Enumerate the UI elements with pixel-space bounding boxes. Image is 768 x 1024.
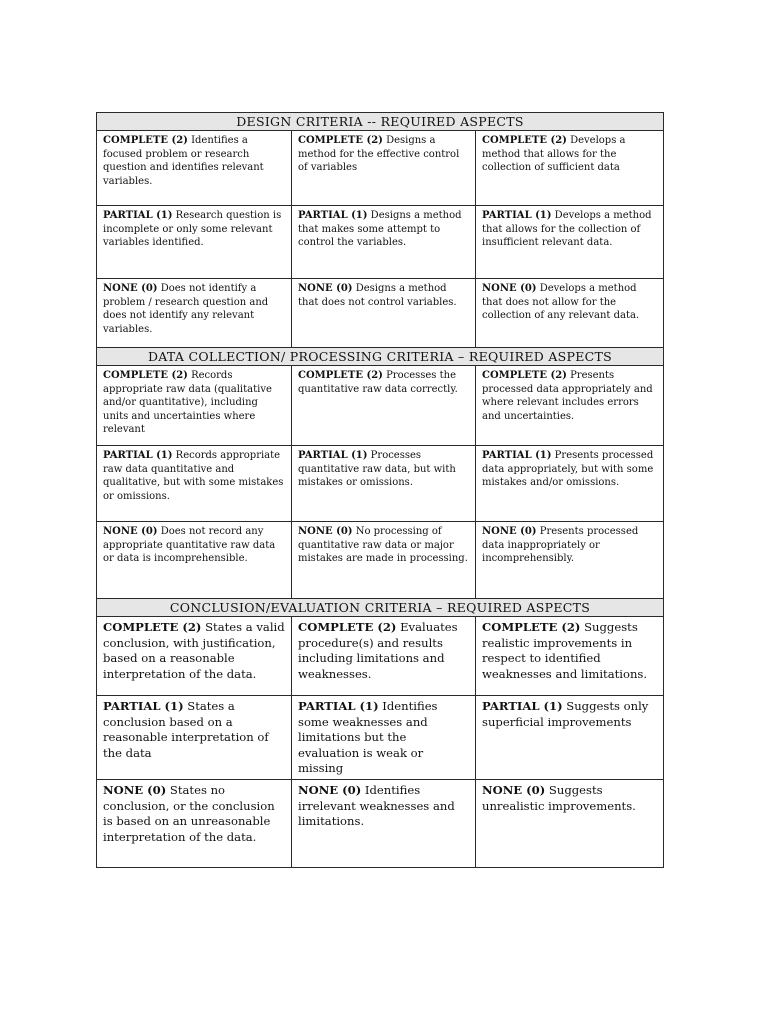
rubric-cell <box>97 366 292 446</box>
rubric-row <box>97 206 664 279</box>
section-title: CONCLUSION/EVALUATION CRITERIA – REQUIRED ASPECTS <box>97 599 664 617</box>
rubric-cell <box>292 779 476 867</box>
score-label: PARTIAL (1) <box>103 210 173 221</box>
criteria-text: Suggests realistic improvements in respect to identified weaknesses and limitations. <box>482 620 648 681</box>
criteria-text: States no conclusion, or the conclusion is based on an unreasonable interpretation of the data. <box>103 782 275 844</box>
criteria-text: Suggests only superficial improvements <box>482 699 649 729</box>
criteria-text: Evaluates procedure(s) and results including limitations and weaknesses. <box>298 620 458 681</box>
criteria-text: Presents processed data appropriately and where relevant includes errors and uncertainties. <box>482 370 653 422</box>
criteria-text: Develops a method that allows for the collection of sufficient data <box>482 135 626 174</box>
rubric-cell <box>476 131 664 206</box>
score-label: PARTIAL (1) <box>482 210 552 221</box>
criteria-text: Does not identify a problem / research question and does not identify any relevant variables. <box>103 283 269 335</box>
rubric-row <box>97 617 664 696</box>
criteria-text: Suggests unrealistic improvements. <box>482 782 636 813</box>
rubric-cell <box>476 279 664 348</box>
score-label: COMPLETE (2) <box>482 620 581 634</box>
score-label: NONE (0) <box>103 283 158 294</box>
rubric-cell <box>292 131 476 206</box>
criteria-text: Records appropriate raw data (qualitative and/or quantitative), including units and uncertainties where relevant <box>103 370 272 436</box>
score-label: NONE (0) <box>298 526 353 537</box>
conclusion-criteria-section <box>97 599 664 868</box>
criteria-text: Presents processed data appropriately, but with some mistakes and/or omissions. <box>482 450 654 489</box>
score-label: NONE (0) <box>482 782 546 797</box>
score-label: COMPLETE (2) <box>298 620 397 634</box>
rubric-cell <box>292 696 476 780</box>
criteria-text: Identifies a focused problem or research question and identifies relevant variables. <box>103 135 264 187</box>
rubric-cell <box>97 446 292 522</box>
rubric-cell <box>476 779 664 867</box>
score-label: PARTIAL (1) <box>482 450 552 461</box>
criteria-text: Develops a method that does not allow for the collection of any relevant data. <box>482 283 640 322</box>
criteria-text: Identifies some weaknesses and limitations but the evaluation is weak or missing <box>298 699 438 776</box>
rubric-row <box>97 366 664 446</box>
rubric-cell <box>97 617 292 696</box>
rubric-cell <box>476 617 664 696</box>
score-label: COMPLETE (2) <box>103 620 202 634</box>
rubric-row <box>97 279 664 348</box>
rubric-row <box>97 696 664 780</box>
rubric-row <box>97 779 664 867</box>
section-title: DATA COLLECTION/ PROCESSING CRITERIA – REQUIRED ASPECTS <box>97 348 664 366</box>
rubric-row <box>97 446 664 522</box>
score-label: NONE (0) <box>298 283 353 294</box>
score-label: PARTIAL (1) <box>298 699 379 713</box>
rubric-cell <box>292 366 476 446</box>
rubric-cell <box>292 279 476 348</box>
rubric-cell <box>476 366 664 446</box>
rubric-cell <box>97 206 292 279</box>
score-label: PARTIAL (1) <box>103 450 173 461</box>
rubric-cell <box>97 696 292 780</box>
criteria-text: Designs a method that does not control variables. <box>298 283 457 308</box>
score-label: PARTIAL (1) <box>298 210 368 221</box>
rubric-cell <box>97 131 292 206</box>
rubric-cell <box>97 522 292 599</box>
rubric-cell <box>476 696 664 780</box>
section-title: DESIGN CRITERIA -- REQUIRED ASPECTS <box>97 113 664 131</box>
rubric-cell <box>476 446 664 522</box>
score-label: COMPLETE (2) <box>298 135 383 146</box>
criteria-text: Processes quantitative raw data, but with mistakes or omissions. <box>298 450 456 489</box>
rubric-row <box>97 131 664 206</box>
score-label: NONE (0) <box>482 283 537 294</box>
criteria-text: Does not record any appropriate quantitative raw data or data is incomprehensible. <box>103 526 276 565</box>
data-collection-criteria-section <box>97 348 664 599</box>
rubric-cell <box>476 522 664 599</box>
score-label: COMPLETE (2) <box>298 370 383 381</box>
score-label: NONE (0) <box>103 782 167 797</box>
rubric-cell <box>97 279 292 348</box>
rubric-cell <box>292 206 476 279</box>
rubric-table <box>96 112 664 868</box>
score-label: COMPLETE (2) <box>482 135 567 146</box>
criteria-text: No processing of quantitative raw data or major mistakes are made in processing. <box>298 526 468 565</box>
score-label: COMPLETE (2) <box>103 370 188 381</box>
criteria-text: States a valid conclusion, with justification, based on a reasonable interpretation of the data. <box>103 620 285 681</box>
criteria-text: Identifies irrelevant weaknesses and limitations. <box>298 782 455 829</box>
criteria-text: Designs a method that makes some attempt to control the variables. <box>298 210 462 249</box>
criteria-text: Designs a method for the effective control of variables <box>298 135 460 174</box>
rubric-cell <box>292 617 476 696</box>
rubric-cell <box>292 522 476 599</box>
rubric-row <box>97 522 664 599</box>
score-label: NONE (0) <box>103 526 158 537</box>
score-label: NONE (0) <box>298 782 362 797</box>
criteria-text: Records appropriate raw data quantitative and qualitative, but with some mistakes or omissions. <box>103 450 284 502</box>
rubric-cell <box>292 446 476 522</box>
score-label: PARTIAL (1) <box>103 699 184 713</box>
score-label: NONE (0) <box>482 526 537 537</box>
criteria-text: Research question is incomplete or only some relevant variables identified. <box>103 210 282 249</box>
score-label: PARTIAL (1) <box>298 450 368 461</box>
rubric-cell <box>476 206 664 279</box>
score-label: COMPLETE (2) <box>482 370 567 381</box>
score-label: COMPLETE (2) <box>103 135 188 146</box>
score-label: PARTIAL (1) <box>482 699 563 713</box>
criteria-text: Presents processed data inappropriately or incomprehensibly. <box>482 526 639 565</box>
rubric-cell <box>97 779 292 867</box>
criteria-text: Develops a method that allows for the collection of insufficient relevant data. <box>482 210 652 249</box>
criteria-text: Processes the quantitative raw data correctly. <box>298 370 458 395</box>
design-criteria-section <box>97 113 664 348</box>
criteria-text: States a conclusion based on a reasonable interpretation of the data <box>103 699 269 760</box>
